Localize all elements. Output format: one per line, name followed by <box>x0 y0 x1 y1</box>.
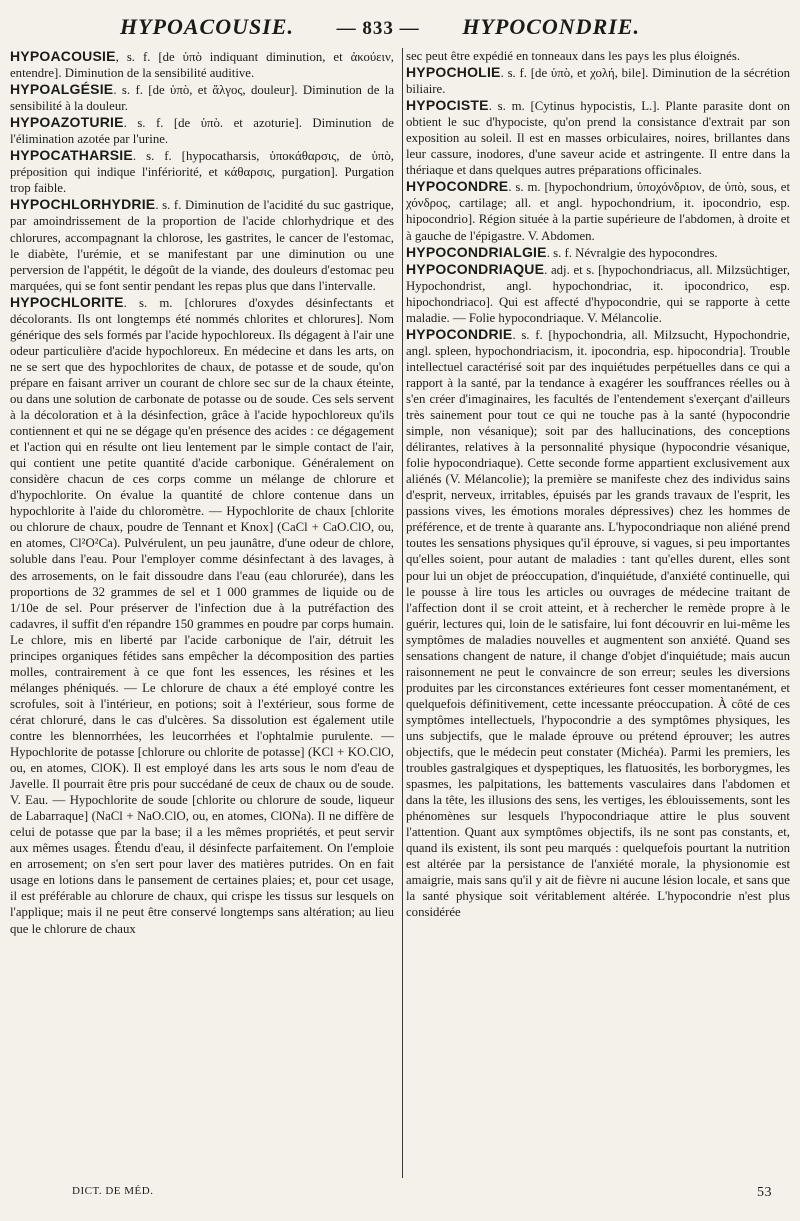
entry-definition: . s. m. [hypochondrium, ὑποχόνδριον, de ὑπὸ, sous, et χόνδρος, cartilage; all. et angl. hypochondrium, it. ipocondrio, esp. hipocondrio]. Région située à la partie supérieure de l'abdomen, à droite et à gauche de l'épigastre. V. Abdomen. <box>406 180 790 243</box>
entry-definition: . s. f. Névralgie des hypocondres. <box>546 245 718 260</box>
dictionary-entry <box>406 64 790 97</box>
header-left-word: HYPOACOUSIE. <box>120 14 294 39</box>
entry-headword: HYPOCISTE <box>406 97 489 114</box>
entry-headword: HYPOCONDRIE <box>406 325 513 342</box>
entry-headword: HYPOALGÉSIE <box>10 81 114 98</box>
entry-headword: HYPOCHOLIE <box>406 64 501 81</box>
entry-definition: . s. f. [hypochondria, all. Milzsucht, Hypochondrie, angl. spleen, hypochondriacism, it. ipocondria, esp. hipocondria]. Trouble intellectuel caractérisé soit par des inquiétudes perpétuelles dans ce qui a rapport à la santé, par la tendance à exagérer les souffrances réelles ou à s'en créer d'imaginaires, les facultés de l'entendement s'exerçant d'ailleurs très sainement pour tout ce qui ne touche pas à la santé (hypocondrie simple, non vésanique); soit par des hallucinations, des conceptions délirantes, relatives à la personnalité physique (hypocondrie vésanique, folie hypocondriaque). Cette seconde forme appartient exclusivement aux aliénés (V. Mélancolie); la première se manifeste chez des individus sains d'esprit, nerveux, irritables, épuisés par les grands travaux de l'esprit, les passions vives, les émotions morales dépressives) chez les hommes de préférence, et de trente à quarante ans. L'hypocondriaque non aliéné prend toutes les sensations physiques qu'il éprouve, si vagues, si peu importantes qu'elles soient, pour autant de maladies : tant qu'elles durent, elles sont pour lui un objet de préoccupation, d'inquiétude, d'anxiété continuelle, qui le pousse à lire tous les articles ou ouvrages de médecine traitant de l'affection dont il se croit atteint, et à rechercher le remède propre à le guérir, lectures qui, loin de le satisfaire, lui font découvrir en lui-même les symptômes de maladies nouvelles et augmentent son anxiété. Quand ses sensations changent de nature, il change d'objet d'inquiétude; mais aucun raisonnement ne peut le convaincre de son erreur; seules les diversions produites par les circonstances extérieures font cesser momentanément, et quelquefois définitivement, cette incessante préoccupation. À côté de ces symptômes intellectuels, l'hypocondrie a des symptômes physiques, les uns subjectifs, que le malade éprouve ou prétend éprouver; les autres objectifs, que le médecin peut constater (Michéa). Parmi les premiers, les troubles gastralgiques et dyspeptiques, les flatuosités, les borborygmes, les spasmes, les palpitations, les battements vasculaires dans l'abdomen et dans la tête, les illusions des sens, les vertiges, les éblouissements, sont les phénomènes sur lesquels l'hypocondriaque attire le plus souvent l'attention. Quant aux symptômes objectifs, ils ne sont pas constants, et, quand ils existent, ils sont peu marqués : quelquefois pourtant la nutrition est altérée par la persistance de l'anxiété morale, la physionomie est amaigrie, mais sans qu'il y ait de fièvre ni aucune lésion locale, et sans que la santé physique soit véritablement altérée. L'hypocondrie n'est plus considérée <box>406 327 790 920</box>
dictionary-entry <box>10 147 394 196</box>
entry-definition: . s. f. [de ὑπὸ, et χολή, bile]. Diminution de la sécrétion biliaire. <box>406 66 790 97</box>
footer-title: DICT. DE MÉD. <box>72 1185 154 1197</box>
entry-headword: HYPOACOUSIE <box>10 48 116 64</box>
dictionary-entry <box>406 326 790 921</box>
signature-mark: 53 <box>757 1185 772 1200</box>
entry-headword: HYPOCONDRIAQUE <box>406 260 545 277</box>
dictionary-entry <box>406 261 790 326</box>
dictionary-entry <box>10 294 394 937</box>
entry-definition: , s. f. [de ὑπὸ indiquant diminution, et ἀκούειν, entendre]. Diminution de la sensibilité auditive. <box>10 50 394 81</box>
entry-definition: . s. m. [Cytinus hypocistis, L.]. Plante parasite dont on obtient le suc d'hypociste, qu'on prend la consistance d'extrait par son exposition au soleil. Il est en masses orbiculaires, noires, brillantes dans leur cassure, inodores, d'une saveur acide et astringente. Il entre dans la thériaque et dans quelques autres préparations officinales. <box>406 99 790 178</box>
page-footer <box>72 1185 772 1201</box>
dictionary-entry <box>10 81 394 114</box>
dictionary-entry <box>406 244 790 261</box>
entry-definition: . s. f. [de ὑπὸ. et azoturie]. Diminution de l'élimination azotée par l'urine. <box>10 116 394 147</box>
entry-definition: . adj. et s. [hypochondriacus, all. Milzsüchtiger, Hypochondrist, angl. hypochondriac, it. ipocondrico, esp. hipochondriaco]. Qui est affecté d'hypocondrie, qui se rapporte à cette maladie. — Folie hypocondriaque. V. Mélancolie. <box>406 262 790 325</box>
dictionary-entry <box>10 114 394 147</box>
entry-headword: HYPOCATHARSIE <box>10 147 133 164</box>
two-column-body <box>10 48 790 1178</box>
dictionary-entry <box>10 48 394 81</box>
entry-definition: sec peut être expédié en tonneaux dans les pays les plus éloignés. <box>406 49 741 63</box>
dictionary-entry <box>10 196 394 293</box>
header-right-word: HYPOCONDRIE. <box>462 14 640 39</box>
dictionary-entry <box>406 97 790 178</box>
running-header <box>10 14 790 48</box>
right-column <box>406 48 790 1178</box>
dictionary-entry <box>406 178 790 243</box>
entry-definition: . s. m. [chlorures d'oxydes désinfectants et décolorants. Ils ont longtemps été nommés chlorites et chlorures]. Nom générique des sels formés par l'acide hypochloreux. Ils dégagent à l'air une odeur particulière d'acide hypochloreux. En médecine et dans les arts, on ne se sert que des hypochlorites de chaux, de potasse et de soude, qu'on prépare en faisant arriver un courant de chlore sec sur de la chaux éteinte, ou dans une solution de carbonate de potasse ou de soude. Ces sels servent à la décoloration et à la désinfection, grâce à l'acide hypochloreux qu'ils contiennent et qui ne se dégage qu'en présence des acides : ce dégagement et l'action qui en résulte ont lieu lentement par le simple contact de l'air, qui contient une petite quantité d'acide carbonique. Généralement on considère chacun de ces corps comme un mélange de chlorure et d'hypochlorite. On évalue la quantité de chlore contenue dans un hypochlorite à l'aide du chloromètre. — Hypochlorite de chaux [chlorite ou chlorure de chaux, poudre de Tennant et Knox] (CaCl + CaO.ClO, ou, en atomes, Cl²O²Ca). Pulvérulent, un peu jaunâtre, d'une odeur de chlore, soluble dans l'eau. Pour l'employer comme désinfectant à des lavages, à des arrosements, on le fait dissoudre dans l'eau (eau chlorurée), dans les proportions de 32 grammes de sel et 1 000 grammes de liquide ou de 1/10e de sel. Pour préserver de l'infection due à la putréfaction des cadavres, il suffit d'en répandre 150 grammes en poudre par corps humain. Le chlore, mis en liberté par l'acide carbonique de l'air, détruit les principes organiques fétides sans empêcher la décomposition des parties molles, contrairement à ce que font les essences, les résines et les mélanges phéniqués. — Le chlorure de chaux a été employé contre les scrofules, soit à l'intérieur, en potions; soit à l'extérieur, sous forme de cérat chloruré, dans le cas d'ulcères. Sa dissolution est également utile contre les blennorrhées, les leucorrhées et l'ophtalmie purulente. — Hypochlorite de potasse [chlorure ou chlorite de potasse] (KCl + KO.ClO, ou, en atomes, ClOK). Il est employé dans les arts sous le nom d'eau de Javelle. Il pourrait être pris pour succédané de ceux de chaux ou de soude. V. Eau. — Hypochlorite de soude [chlorite ou chlorure de soude, liqueur de Labarraque] (NaCl + NaO.ClO, ou, en atomes, ClONa). Il ne diffère de celui de potasse que par la base; il a les mêmes propriétés, et peut servir aux mêmes usages. Étendu d'eau, il désinfecte parfaitement. On l'emploie en arrosement; on s'en sert pour laver des matières putrides. On en fait usage en lotions dans le pansement de certaines plaies; et, pour cet usage, il est préférable au chlorure de chaux, qui crispe les tissus sur lesquels on l'applique; mais il ne peut être conservé longtemps sans altération; au lieu que le chlorure de chaux <box>10 295 394 936</box>
entry-headword: HYPOCHLORHYDRIE <box>10 196 156 213</box>
entry-definition: . s. f. [de ὑπὸ, et ἄλγος, douleur]. Diminution de la sensibilité à la douleur. <box>10 83 394 114</box>
left-column <box>10 48 394 1178</box>
entry-headword: HYPOAZOTURIE <box>10 114 124 131</box>
entry-definition: . s. f. [hypocatharsis, ὑποκάθαρσις, de ὑπὸ, préposition qui indique l'infériorité, et κάθαρσις, purgation]. Purgation trop faible. <box>10 149 394 196</box>
dictionary-entry <box>406 48 790 64</box>
entry-headword: HYPOCHLORITE <box>10 293 124 310</box>
page-number: — 833 — <box>336 18 420 39</box>
entry-headword: HYPOCONDRIALGIE <box>406 243 547 260</box>
column-divider <box>402 48 403 1178</box>
entry-headword: HYPOCONDRE <box>406 178 509 195</box>
entry-definition: . s. f. Diminution de l'acidité du suc gastrique, par amoindrissement de la proportion de l'acide chlorhydrique et des chlorures, accompagnant la chlorose, les gastrites, le cancer de l'estomac, le diabète, l'urémie, et se manifestant par une diminution ou une perversion de l'appétit, le dégoût de la viande, des douleurs d'estomac peu marquées, qui se font sentir pendant les repas plus que dans l'intervalle. <box>10 198 394 293</box>
